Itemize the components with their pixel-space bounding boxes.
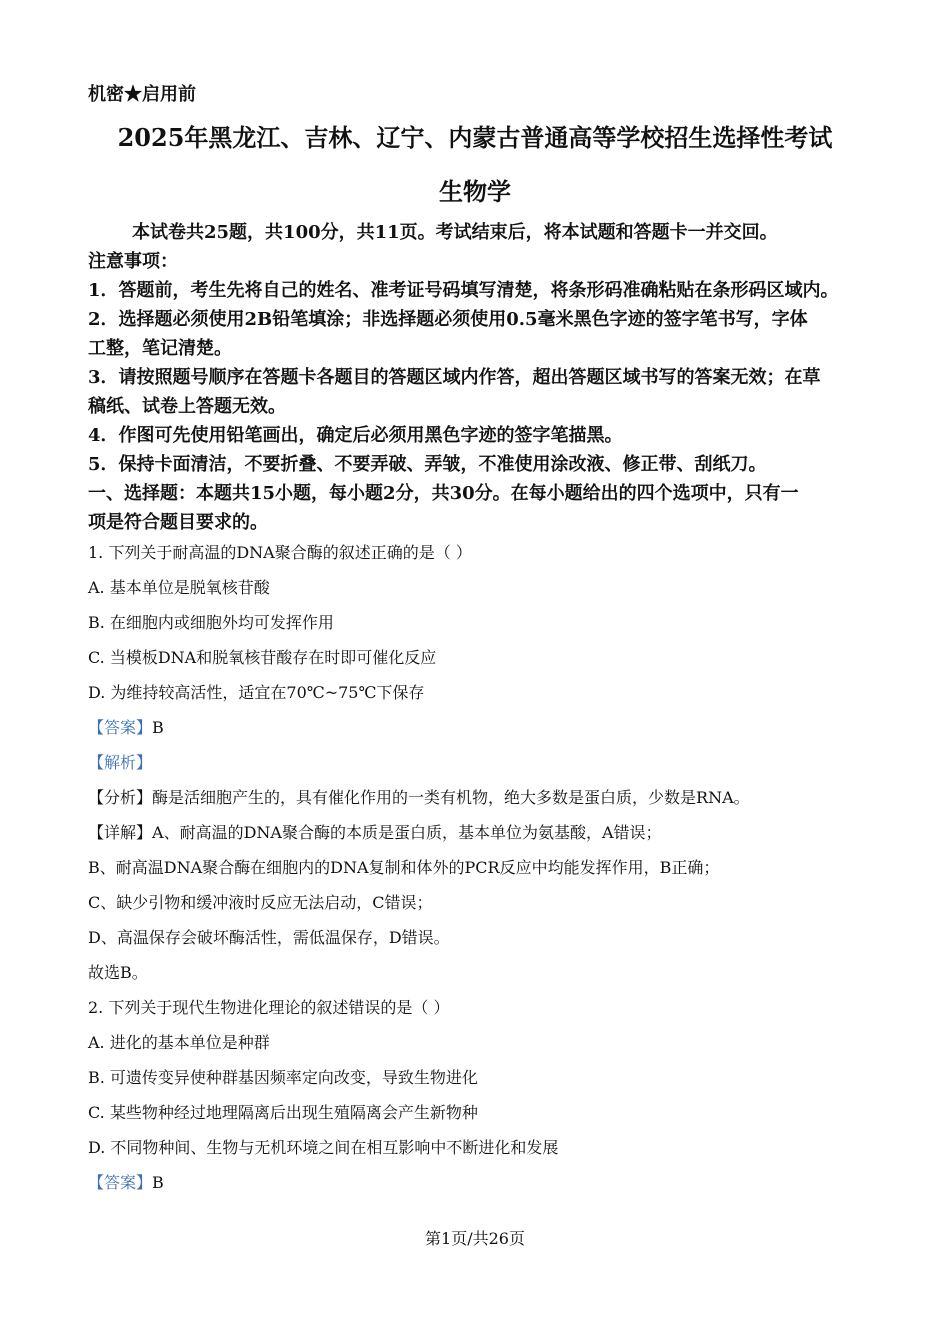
- note-3-line1: 3．请按照题号顺序在答题卡各题目的答题区域内作答，超出答题区域书写的答案无效；在草: [88, 367, 821, 388]
- q1-xiangjie-b: B、耐高温DNA聚合酶在细胞内的DNA复制和体外的PCR反应中均能发挥作用，B正确；: [88, 858, 720, 877]
- note-1: 1．答题前，考生先将自己的姓名、准考证号码填写清楚，将条形码准确粘贴在条形码区域内。: [88, 280, 839, 301]
- exam-summary: 本试卷共25题，共100分，共11页。考试结束后，将本试题和答题卡一并交回。: [132, 222, 778, 243]
- confidential-label: 机密★启用前: [88, 84, 196, 105]
- analysis-tag: 【解析】: [88, 753, 153, 772]
- q1-conclusion: 故选B。: [88, 963, 148, 982]
- q1-fenxi: [88, 785, 750, 808]
- exam-title: 2025年黑龙江、吉林、辽宁、内蒙古普通高等学校招生选择性考试: [117, 123, 833, 152]
- answer-tag: 【答案】: [88, 1173, 153, 1192]
- q1-option-b: B. 在细胞内或细胞外均可发挥作用: [88, 613, 334, 632]
- q1-option-a: A. 基本单位是脱氧核苷酸: [88, 578, 270, 597]
- q2-stem: 2. 下列关于现代生物进化理论的叙述错误的是（ ）: [88, 998, 450, 1017]
- fenxi-text: 酶是活细胞产生的，具有催化作用的一类有机物，绝大多数是蛋白质，少数是RNA。: [152, 788, 750, 807]
- subject-title: 生物学: [439, 177, 511, 206]
- answer-value: B: [152, 718, 164, 737]
- note-3-line2: 稿纸、试卷上答题无效。: [88, 396, 286, 417]
- q1-xiangjie-a: [88, 820, 662, 843]
- answer-value: B: [152, 1173, 164, 1192]
- q1-option-d: D. 为维持较高活性，适宜在70℃~75℃下保存: [88, 683, 425, 702]
- note-4: 4．作图可先使用铅笔画出，确定后必须用黑色字迹的签字笔描黑。: [88, 425, 623, 446]
- xiangjie-tag: 【详解】: [88, 823, 153, 842]
- note-2-line1: 2．选择题必须使用2B铅笔填涂；非选择题必须使用0.5毫米黑色字迹的签字笔书写，字体: [88, 309, 808, 330]
- q1-answer: [88, 715, 164, 738]
- notes-heading: 注意事项：: [88, 251, 178, 272]
- q2-option-a: A. 进化的基本单位是种群: [88, 1033, 270, 1052]
- answer-tag: 【答案】: [88, 718, 153, 737]
- page-footer: 第1页/共26页: [425, 1229, 525, 1248]
- q2-option-b: B. 可遗传变异使种群基因频率定向改变，导致生物进化: [88, 1068, 478, 1087]
- q1-option-c: C. 当模板DNA和脱氧核苷酸存在时即可催化反应: [88, 648, 437, 667]
- q1-analysis-heading: [88, 750, 152, 773]
- q1-xiangjie-d: D、高温保存会破坏酶活性，需低温保存，D错误。: [88, 928, 450, 947]
- section-1-line2: 项是符合题目要求的。: [88, 512, 268, 533]
- note-5: 5．保持卡面清洁，不要折叠、不要弄破、弄皱，不准使用涂改液、修正带、刮纸刀。: [88, 454, 767, 475]
- q1-stem: 1. 下列关于耐高温的DNA聚合酶的叙述正确的是（ ）: [88, 543, 472, 562]
- q2-answer: [88, 1170, 164, 1193]
- fenxi-tag: 【分析】: [88, 788, 153, 807]
- q2-option-d: D. 不同物种间、生物与无机环境之间在相互影响中不断进化和发展: [88, 1138, 559, 1157]
- section-1-line1: 一、选择题：本题共15小题，每小题2分，共30分。在每小题给出的四个选项中，只有一: [88, 483, 799, 504]
- q2-option-c: C. 某些物种经过地理隔离后出现生殖隔离会产生新物种: [88, 1103, 478, 1122]
- q1-xiangjie-c: C、缺少引物和缓冲液时反应无法启动，C错误；: [88, 893, 433, 912]
- xiangjie-a-text: A、耐高温的DNA聚合酶的本质是蛋白质，基本单位为氨基酸，A错误；: [152, 823, 662, 842]
- note-2-line2: 工整，笔记清楚。: [88, 338, 232, 359]
